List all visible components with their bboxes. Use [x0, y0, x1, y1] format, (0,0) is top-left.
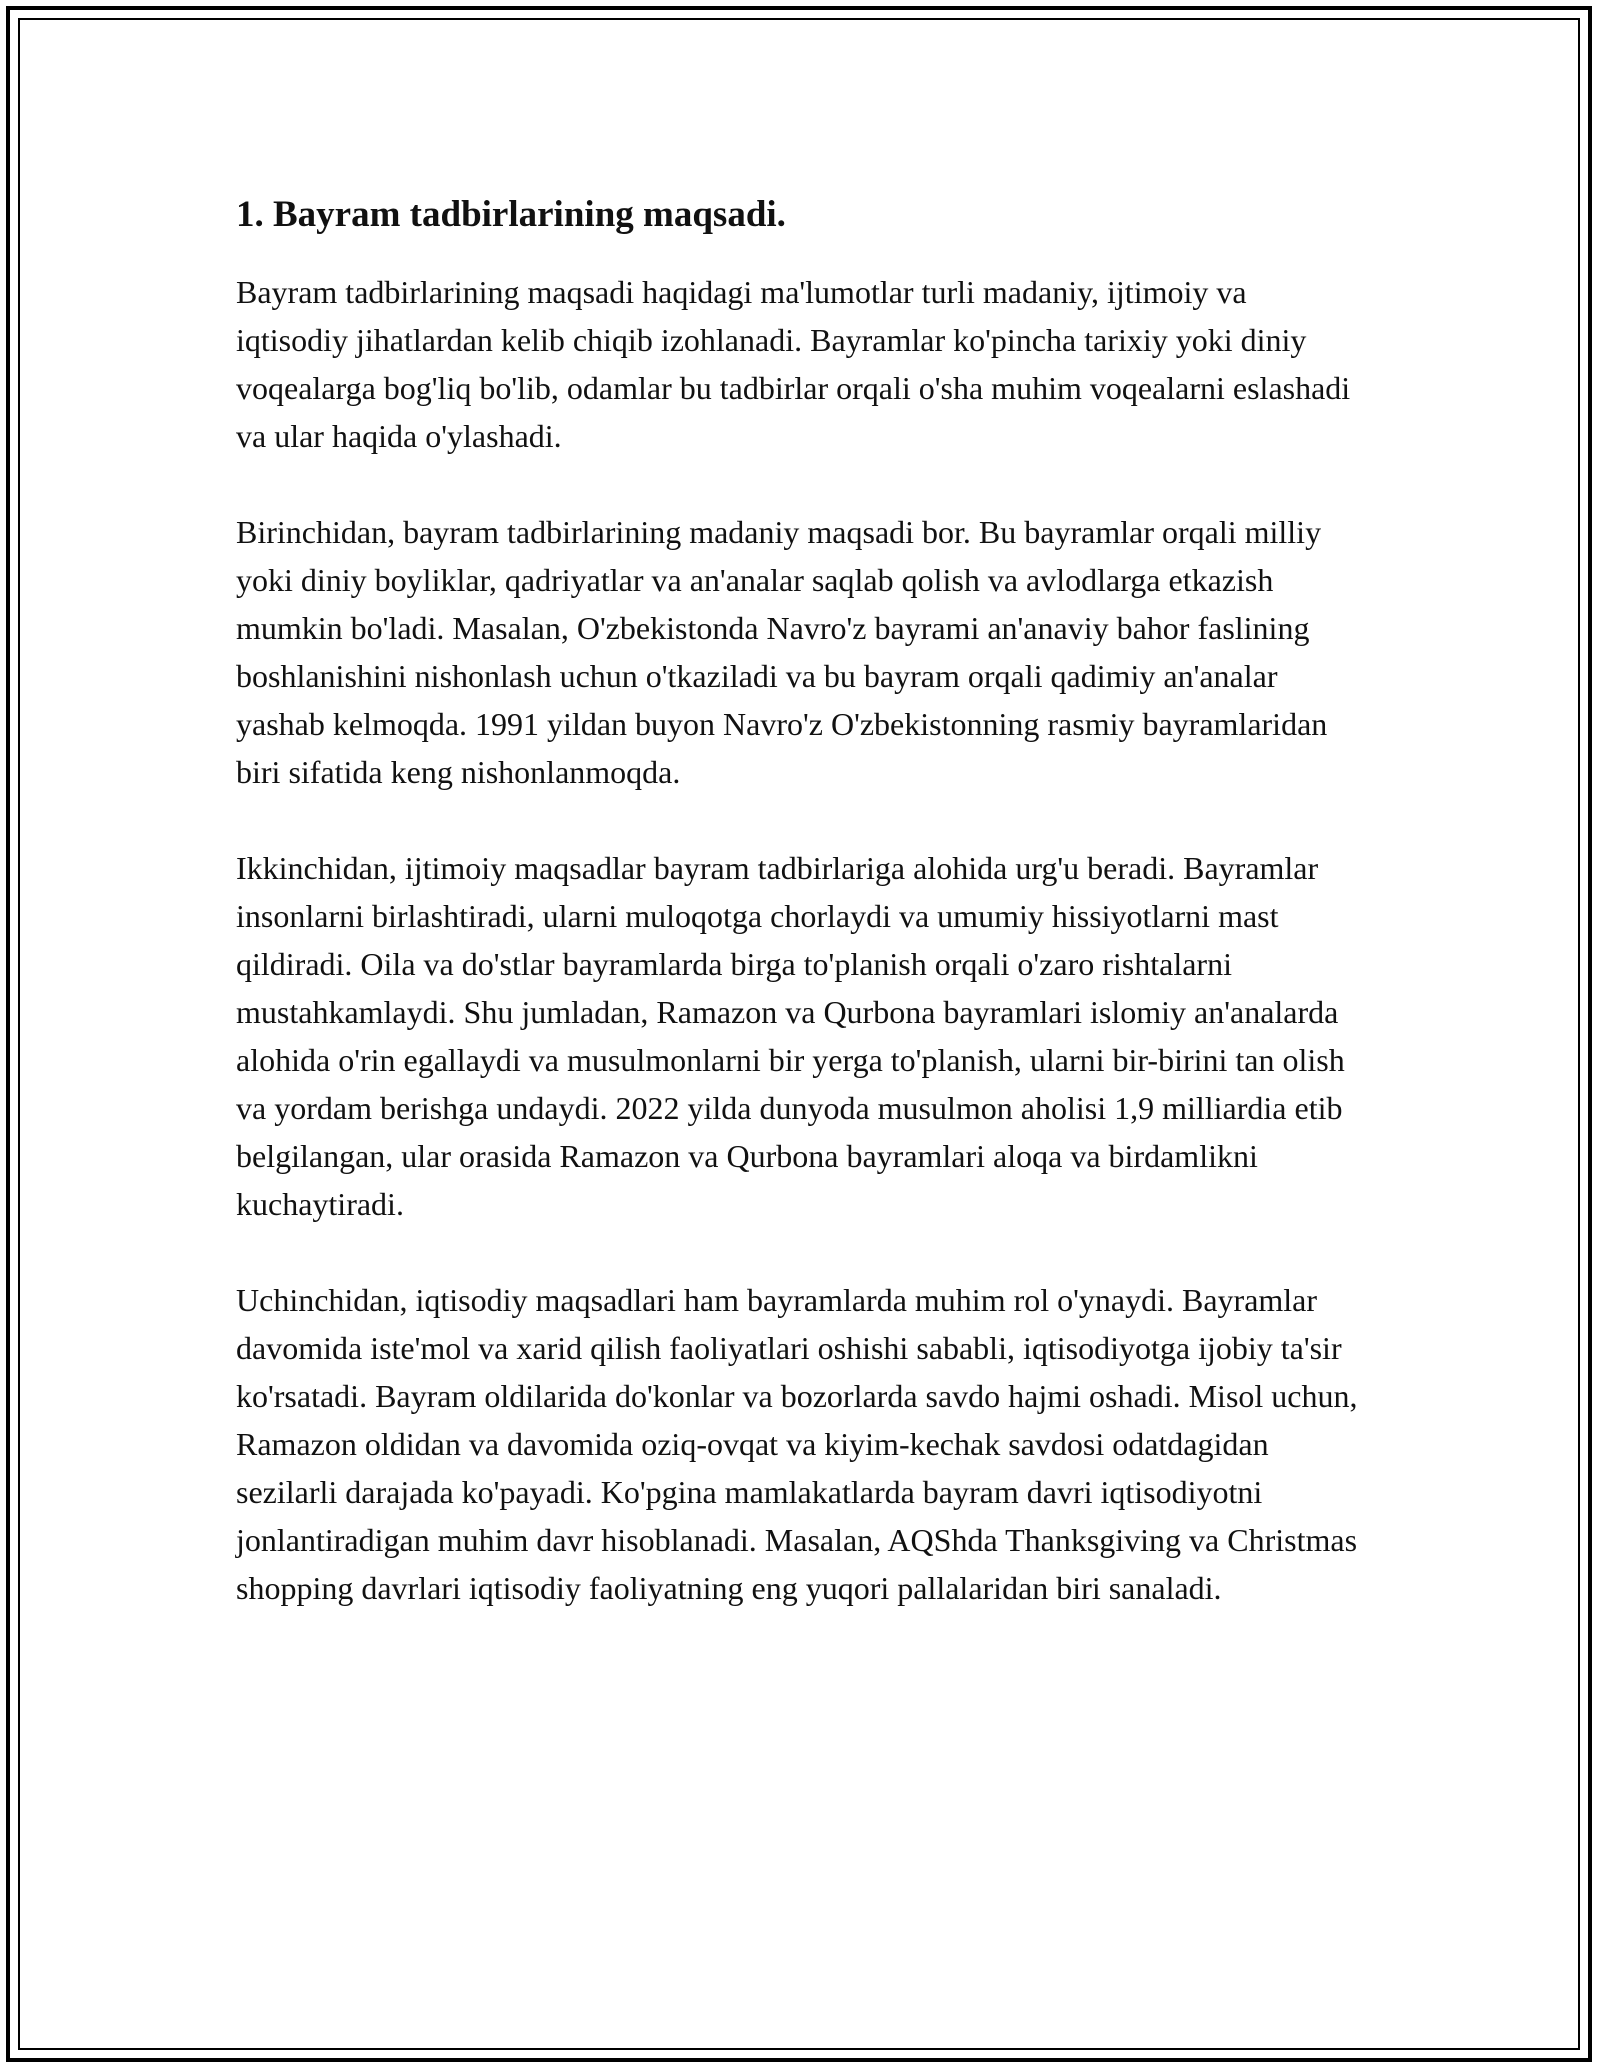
paragraph-social-purpose: Ikkinchidan, ijtimoiy maqsadlar bayram tadbirlariga alohida urg'u beradi. Bayramlar insonlarni birlashtiradi, ularni muloqotga chorlaydi va umumiy hissiyotlarni mast qildiradi. Oila va do'stlar bayramlarda birga to'planish orqali o'zaro rishtalarni mustahkamlaydi. Shu jumladan, Ramazon va Qurbona bayramlari islomiy an'analarda alohida o'rin egallaydi va musulmonlarni bir yerga to'planish, ularni bir-birini tan olish va yordam berishga undaydi. 2022 yilda dunyoda musulmon aholisi 1,9 milliardia etib belgilangan, ular orasida Ramazon va Qurbona bayramlari aloqa va birdamlikni kuchaytiradi. — [236, 850, 1345, 1222]
paragraph-cultural-purpose: Birinchidan, bayram tadbirlarining madaniy maqsadi bor. Bu bayramlar orqali milliy yoki diniy boyliklar, qadriyatlar va an'analar saqlab qolish va avlodlarga etkazish mumkin bo'ladi. Masalan, O'zbekistonda Navro'z bayrami an'anaviy bahor faslining boshlanishini nishonlash uchun o'tkaziladi va bu bayram orqali qadimiy an'analar yashab kelmoqda. 1991 yildan buyon Navro'z O'zbekistonning rasmiy bayramlaridan biri sifatida keng nishonlanmoqda. — [236, 514, 1328, 790]
paragraph-economic-purpose: Uchinchidan, iqtisodiy maqsadlari ham bayramlarda muhim rol o'ynaydi. Bayramlar davomida iste'mol va xarid qilish faoliyatlari oshishi sababli, iqtisodiyotga ijobiy ta'sir ko'rsatadi. Bayram oldilarida do'konlar va bozorlarda savdo hajmi oshadi. Misol uchun, Ramazon oldidan va davomida oziq-ovqat va kiyim-kechak savdosi odatdagidan sezilarli darajada ko'payadi. Ko'pgina mamlakatlarda bayram davri iqtisodiyotni jonlantiradigan muhim davr hisoblanadi. Masalan, AQShda Thanksgiving va Christmas shopping davrlari iqtisodiy faoliyatning eng yuqori pallalaridan biri sanaladi. — [236, 1282, 1358, 1606]
document-body — [236, 190, 1366, 1660]
section-heading: 1. Bayram tadbirlarining maqsadi. — [236, 194, 786, 235]
paragraph-intro: Bayram tadbirlarining maqsadi haqidagi ma'lumotlar turli madaniy, ijtimoiy va iqtisodiy jihatlardan kelib chiqib izohlanadi. Bayramlar ko'pincha tarixiy yoki diniy voqealarga bog'liq bo'lib, odamlar bu tadbirlar orqali o'sha muhim voqealarni eslashadi va ular haqida o'ylashadi. — [236, 274, 1351, 454]
